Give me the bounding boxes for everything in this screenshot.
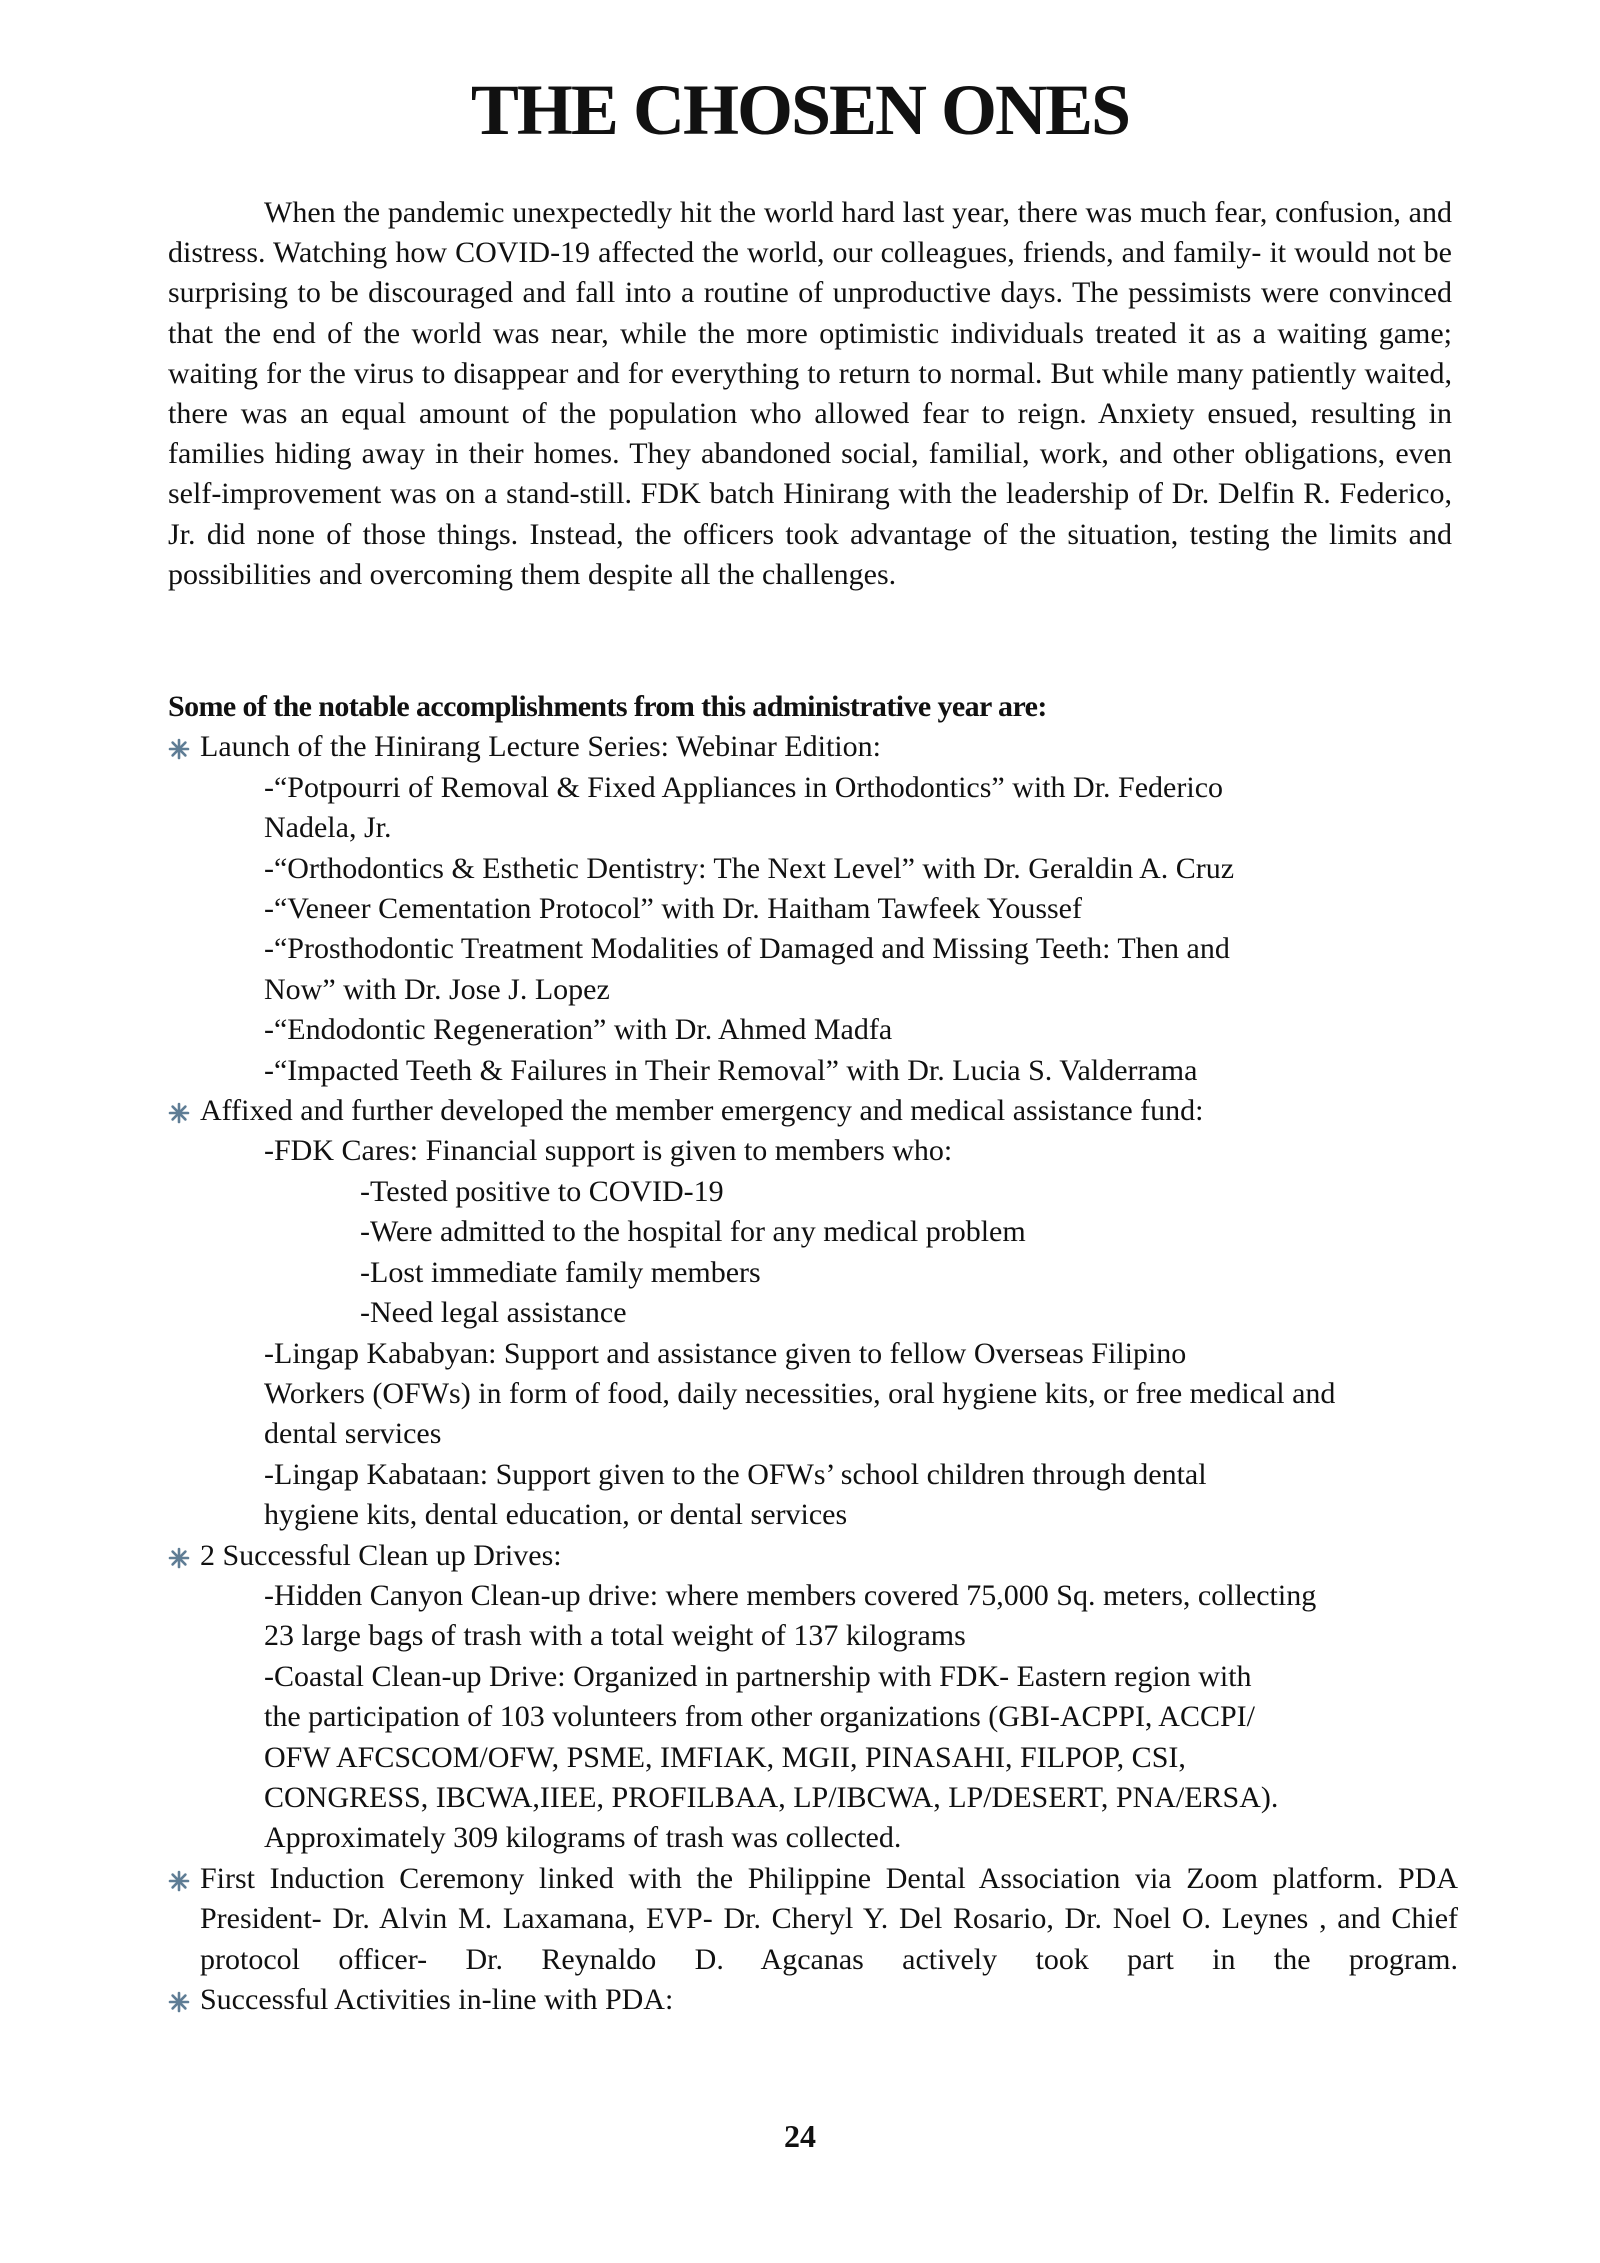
list-item: Workers (OFWs) in form of food, daily necessities, oral hygiene kits, or free medical and (264, 1376, 1336, 1410)
list-item: -“Orthodontics & Esthetic Dentistry: The Next Level” with Dr. Geraldin A. Cruz (264, 851, 1235, 885)
list-item: the participation of 103 volunteers from other organizations (GBI-ACPPI, ACCPI/ (264, 1700, 1255, 1734)
asterisk-flower-icon (168, 738, 190, 760)
bullet-label: 2 Successful Clean up Drives: (200, 1538, 562, 1572)
bullet-label: Affixed and further developed the member emergency and medical assistance fund: (200, 1094, 1204, 1128)
list-item: -Lingap Kababyan: Support and assistance given to fellow Overseas Filipino (264, 1336, 1187, 1370)
bullet-item-lecture-series (168, 727, 1458, 767)
asterisk-flower-icon (168, 1102, 190, 1124)
list-item: -“Veneer Cementation Protocol” with Dr. Haitham Tawfeek Youssef (264, 892, 1082, 926)
list-item: -“Potpourri of Removal & Fixed Appliances in Orthodontics” with Dr. Federico (264, 770, 1224, 804)
accomplishments-section (168, 687, 1458, 2020)
bullet-item-induction (168, 1859, 1458, 1980)
bullet-label: First Induction Ceremony linked with the Philippine Dental Association via Zoom platform. PDA President- Dr. Alvin M. Laxamana, EVP- Dr. Cheryl Y. Del Rosario, Dr. Noel O. Leynes , and Chief protocol officer- Dr. Reynaldo D. Agcanas actively took part in the program. (200, 1861, 1458, 1976)
list-item: -“Endodontic Regeneration” with Dr. Ahmed Madfa (264, 1013, 893, 1047)
list-item: Now” with Dr. Jose J. Lopez (264, 972, 610, 1006)
list-item: hygiene kits, dental education, or dental services (264, 1498, 848, 1532)
bullet-item-assistance-fund (168, 1091, 1458, 1131)
list-item: -Lingap Kabataan: Support given to the OFWs’ school children through dental (264, 1457, 1207, 1491)
list-item: -Were admitted to the hospital for any medical problem (360, 1215, 1026, 1249)
list-item: Approximately 309 kilograms of trash was collected. (264, 1821, 902, 1855)
list-item: OFW AFCSCOM/OFW, PSME, IMFIAK, MGII, PINASAHI, FILPOP, CSI, (264, 1740, 1186, 1774)
list-item: -“Prosthodontic Treatment Modalities of Damaged and Missing Teeth: Then and (264, 932, 1230, 966)
bullet-item-pda-activities (168, 1980, 1458, 2020)
list-item: -Coastal Clean-up Drive: Organized in partnership with FDK- Eastern region with (264, 1659, 1252, 1693)
list-item: -Need legal assistance (360, 1296, 627, 1330)
bullet-item-clean-up (168, 1536, 1458, 1576)
bullet-label: Launch of the Hinirang Lecture Series: Webinar Edition: (200, 730, 881, 764)
accomplishments-heading: Some of the notable accomplishments from this administrative year are: (168, 690, 1047, 723)
page-number: 24 (784, 2118, 816, 2154)
list-item: -Hidden Canyon Clean-up drive: where members covered 75,000 Sq. meters, collecting (264, 1578, 1317, 1612)
list-item: -FDK Cares: Financial support is given to members who: (264, 1134, 953, 1168)
asterisk-flower-icon (168, 1991, 190, 2013)
list-item: -Tested positive to COVID-19 (360, 1174, 724, 1208)
list-item: Nadela, Jr. (264, 811, 392, 845)
page-title: THE CHOSEN ONES (470, 70, 1130, 150)
list-item: -Lost immediate family members (360, 1255, 761, 1289)
list-item: CONGRESS, IBCWA,IIEE, PROFILBAA, LP/IBCWA, LP/DESERT, PNA/ERSA). (264, 1780, 1279, 1814)
intro-paragraph: When the pandemic unexpectedly hit the world hard last year, there was much fear, confusion, and distress. Watching how COVID-19 affected the world, our colleagues, friends, and family- it would not be surprising to be discouraged and fall into a routine of unproductive days. The pessimists were convinced that the end of the world was near, while the more optimistic individuals treated it as a waiting game; waiting for the virus to disappear and for everything to return to normal. But while many patiently waited, there was an equal amount of the population who allowed fear to reign. Anxiety ensued, resulting in families hiding away in their homes. They abandoned social, familial, work, and other obligations, even self-improvement was on a stand-still. FDK batch Hinirang with the leadership of Dr. Delfin R. Federico, Jr. did none of those things. Instead, the officers took advantage of the situation, testing the limits and possibilities and overcoming them despite all the challenges. (168, 196, 1452, 591)
list-item: dental services (264, 1417, 442, 1451)
list-item: 23 large bags of trash with a total weight of 137 kilograms (264, 1619, 966, 1653)
asterisk-flower-icon (168, 1870, 190, 1892)
bullet-label: Successful Activities in-line with PDA: (200, 1983, 674, 2016)
list-item: -“Impacted Teeth & Failures in Their Removal” with Dr. Lucia S. Valderrama (264, 1053, 1198, 1087)
asterisk-flower-icon (168, 1547, 190, 1569)
